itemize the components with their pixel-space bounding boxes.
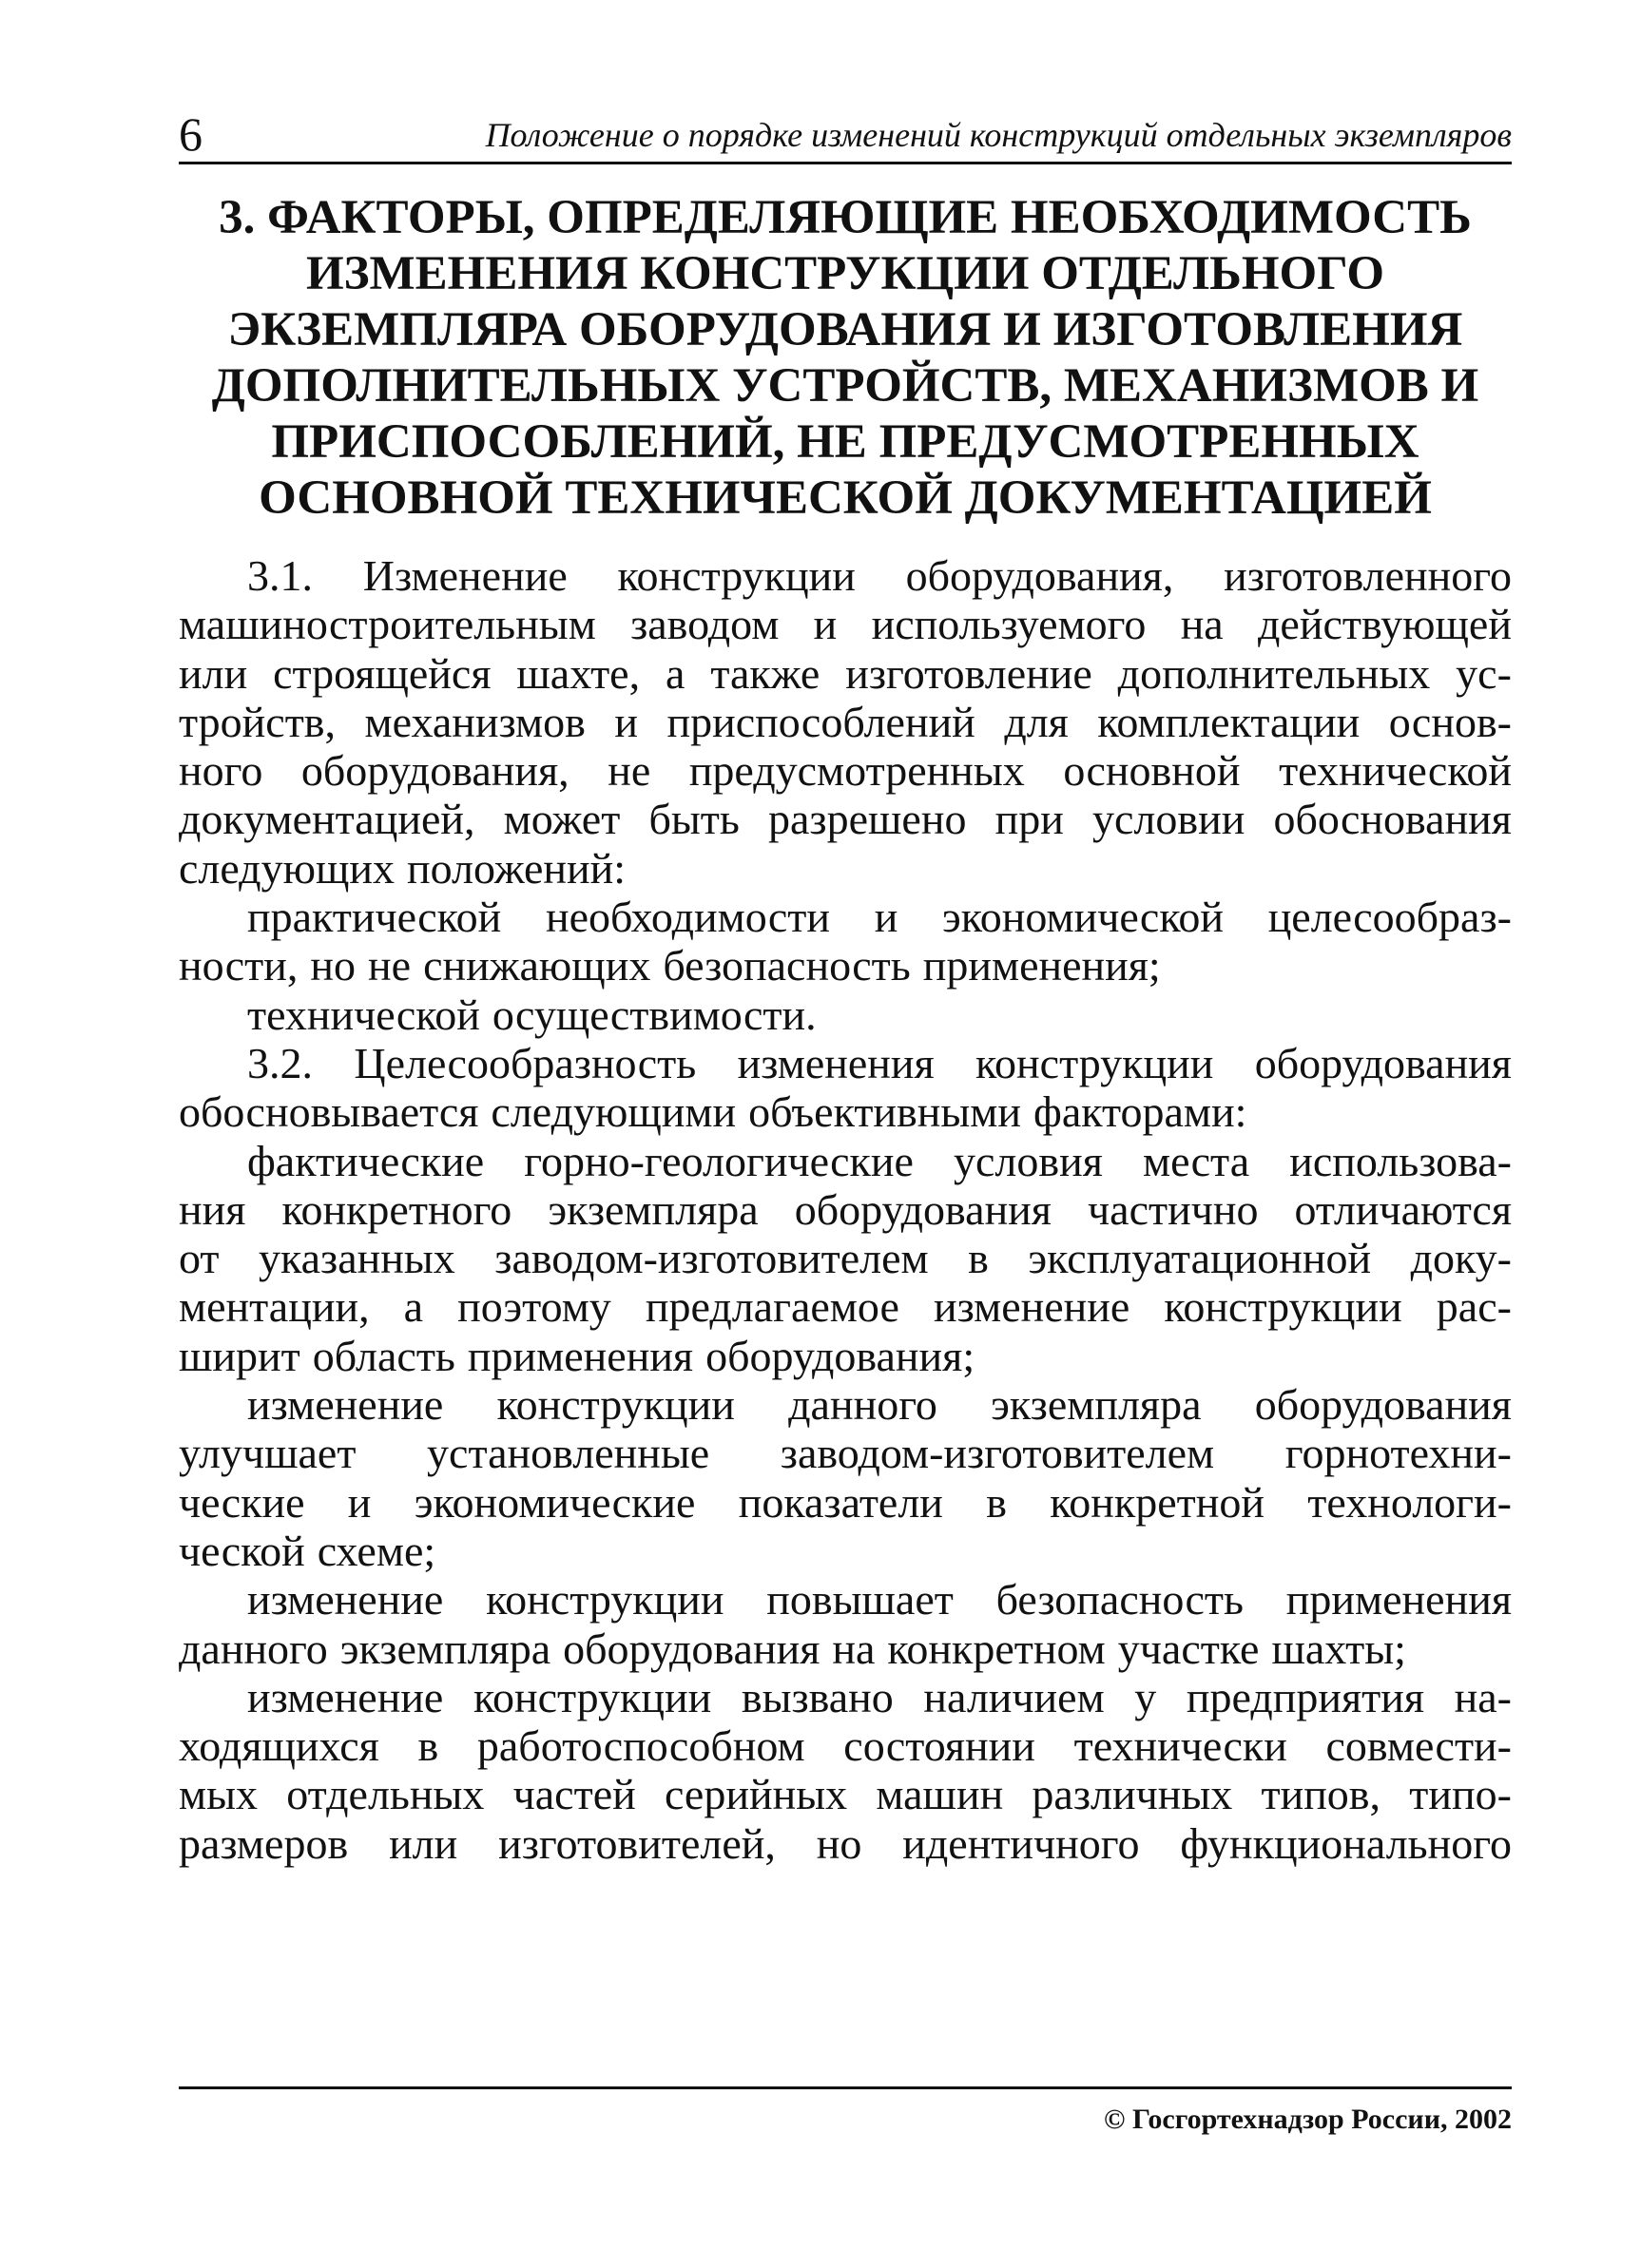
page-number: 6 xyxy=(179,107,203,161)
body-line: документацией, может быть разрешено при условии обоснования xyxy=(179,795,1512,844)
body-line: улучшает установленные заводом-изготовителем горнотехни- xyxy=(179,1429,1512,1478)
body-text xyxy=(179,551,1512,1868)
body-line: ментации, а поэтому предлагаемое изменение конструкции рас- xyxy=(179,1282,1512,1332)
body-line: 3.1. Изменение конструкции оборудования, изготовленного xyxy=(247,551,1512,600)
body-line: практической необходимости и экономической целесообраз- xyxy=(247,893,1512,942)
section-title-line: 3. ФАКТОРЫ, ОПРЕДЕЛЯЮЩИЕ НЕОБХОДИМОСТЬ xyxy=(219,191,1472,244)
body-line: ности, но не снижающих безопасность применения; xyxy=(179,941,1161,990)
body-line: ширит область применения оборудования; xyxy=(179,1331,975,1380)
header-divider xyxy=(179,162,1512,164)
section-title xyxy=(179,190,1512,527)
body-line: ния конкретного экземпляра оборудования частично отличаются xyxy=(179,1184,1512,1234)
body-line: технической осуществимости. xyxy=(247,990,817,1039)
footer-divider xyxy=(179,2086,1512,2089)
body-line: обосновывается следующими объективными факторами: xyxy=(179,1087,1247,1137)
body-line: фактические горно-геологические условия места использова- xyxy=(247,1136,1512,1185)
section-title-line: ЭКЗЕМПЛЯРА ОБОРУДОВАНИЯ И ИЗГОТОВЛЕНИЯ xyxy=(227,303,1463,356)
body-line: данного экземпляра оборудования на конкретном участке шахты; xyxy=(179,1624,1406,1673)
page-header xyxy=(179,103,1512,162)
copyright-notice: © Госгортехнадзор России, 2002 xyxy=(1104,2104,1512,2135)
body-line: изменение конструкции вызвано наличием у предприятия на- xyxy=(247,1672,1512,1721)
body-line: от указанных заводом-изготовителем в эксплуатационной доку- xyxy=(179,1234,1512,1283)
body-line: мых отдельных частей серийных машин различных типов, типо- xyxy=(179,1770,1512,1819)
body-line: изменение конструкции данного экземпляра оборудования xyxy=(247,1380,1512,1430)
section-title-line: ОСНОВНОЙ ТЕХНИЧЕСКОЙ ДОКУМЕНТАЦИЕЙ xyxy=(259,471,1432,525)
body-line: изменение конструкции повышает безопасность применения xyxy=(247,1575,1512,1624)
section-title-line: ПРИСПОСОБЛЕНИЙ, НЕ ПРЕДУСМОТРЕННЫХ xyxy=(271,415,1419,469)
body-line: ческие и экономические показатели в конкретной технологи- xyxy=(179,1477,1512,1527)
body-line: следующих положений: xyxy=(179,843,627,893)
running-title: Положение о порядке изменений конструкций отдельных экземпляров xyxy=(485,116,1512,154)
body-line: 3.2. Целесообразность изменения конструкции оборудования xyxy=(247,1038,1512,1087)
body-line: тройств, механизмов и приспособлений для комплектации основ- xyxy=(179,697,1512,746)
body-line: ходящихся в работоспособном состоянии технически совмести- xyxy=(179,1721,1512,1771)
section-title-line: ИЗМЕНЕНИЯ КОНСТРУКЦИИ ОТДЕЛЬНОГО xyxy=(305,247,1385,300)
section-title-line: ДОПОЛНИТЕЛЬНЫХ УСТРОЙСТВ, МЕХАНИЗМОВ И xyxy=(211,359,1479,413)
body-line: размеров или изготовителей, но идентичного функционального xyxy=(179,1818,1512,1868)
body-line: или строящейся шахте, а также изготовление дополнительных ус- xyxy=(179,648,1512,698)
body-line: машиностроительным заводом и используемого на действующей xyxy=(179,600,1512,649)
body-line: ческой схеме; xyxy=(179,1526,436,1575)
body-line: ного оборудования, не предусмотренных основной технической xyxy=(179,746,1512,796)
